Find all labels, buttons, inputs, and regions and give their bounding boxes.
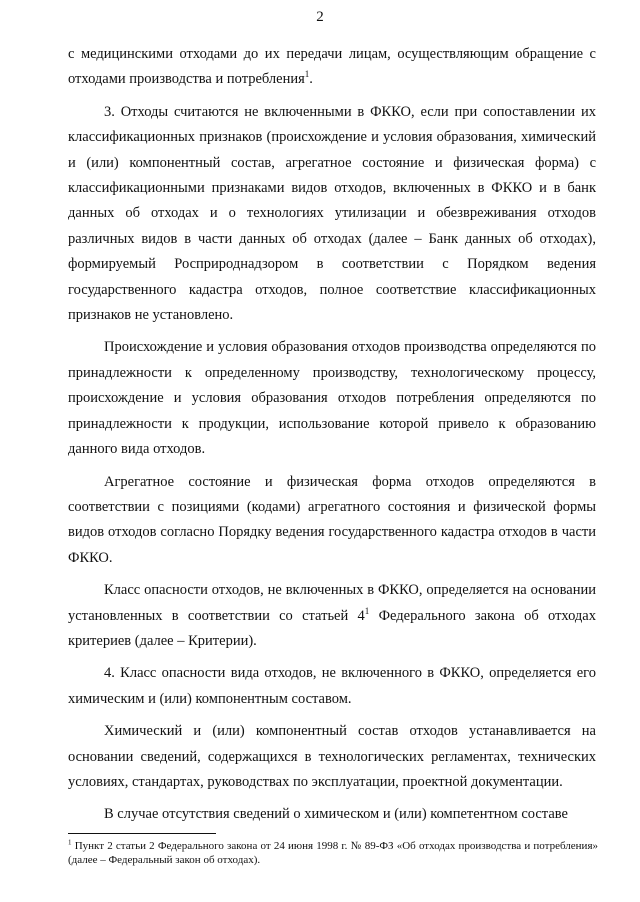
paragraph-origin-conditions: Происхождение и условия образования отходов производства определяются по принадлежности к определенному производству, технологическому процессу, происхождение и условия образования отходов потребления определяются по принадлежности к продукции, использование которой привело к образованию данного вида отходов. (68, 339, 596, 458)
footnote-marker: 1 (68, 838, 72, 847)
document-body (68, 42, 596, 828)
paragraph-absence-of-data: В случае отсутствия сведений о химическом и (или) компетентном составе (104, 806, 568, 823)
paragraph-text: с медицинскими отходами до их передачи лицам, осуществляющим обращение с отходами производства и потребления (68, 46, 596, 88)
footnote-reference: 1 (304, 69, 310, 80)
paragraph-text-end: . (309, 71, 313, 88)
footnote-text: Пункт 2 статьи 2 Федерального закона от 24 июня 1998 г. № 89-ФЗ «Об отходах производства и потребления» (далее – Федеральный закон об отходах). (68, 840, 598, 866)
paragraph-continuation (68, 42, 596, 93)
paragraph-hazard-class (68, 578, 596, 654)
footnote-separator (68, 833, 216, 834)
paragraph-aggregate-state: Агрегатное состояние и физическая форма отходов определяются в соответствии с позициями (кодами) агрегатного состояния и физической формы видов отходов согласно Порядку ведения государственного кадастра отходов в части ФККО. (68, 473, 596, 566)
paragraph-composition: Химический и (или) компонентный состав отходов устанавливается на основании сведений, содержащихся в технологических регламентах, технических условиях, стандартах, руководствах по эксплуатации, проектной документации. (68, 723, 596, 790)
article-superscript: 1 (364, 605, 370, 616)
footnote (68, 839, 598, 867)
paragraph-text: Класс опасности отходов, не включенных в ФККО, определяется на основании установленных в соответствии со статьей 4 (68, 582, 596, 624)
page-number: 2 (316, 9, 324, 25)
paragraph-text-end: Федерального закона об отходах критериев (далее – Критерии). (68, 607, 596, 649)
paragraph-item-4: 4. Класс опасности вида отходов, не включенного в ФККО, определяется его химическим и (или) компонентным составом. (68, 665, 596, 707)
paragraph-item-3: 3. Отходы считаются не включенными в ФККО, если при сопоставлении их классификационных признаков (происхождение и условия образования, химический и (или) компонентный состав, агрегатное состояние и физическая форма) с классификационными признаками видов отходов, включенных в ФККО и в банк данных об отходах и о технологиях утилизации и обезвреживания отходов различных видов в части данных об отходах (далее – Банк данных об отходах), формируемый Росприроднадзором в соответствии с Порядком ведения государственного кадастра отходов, полное соответствие классификационных признаков не установлено. (68, 103, 596, 324)
